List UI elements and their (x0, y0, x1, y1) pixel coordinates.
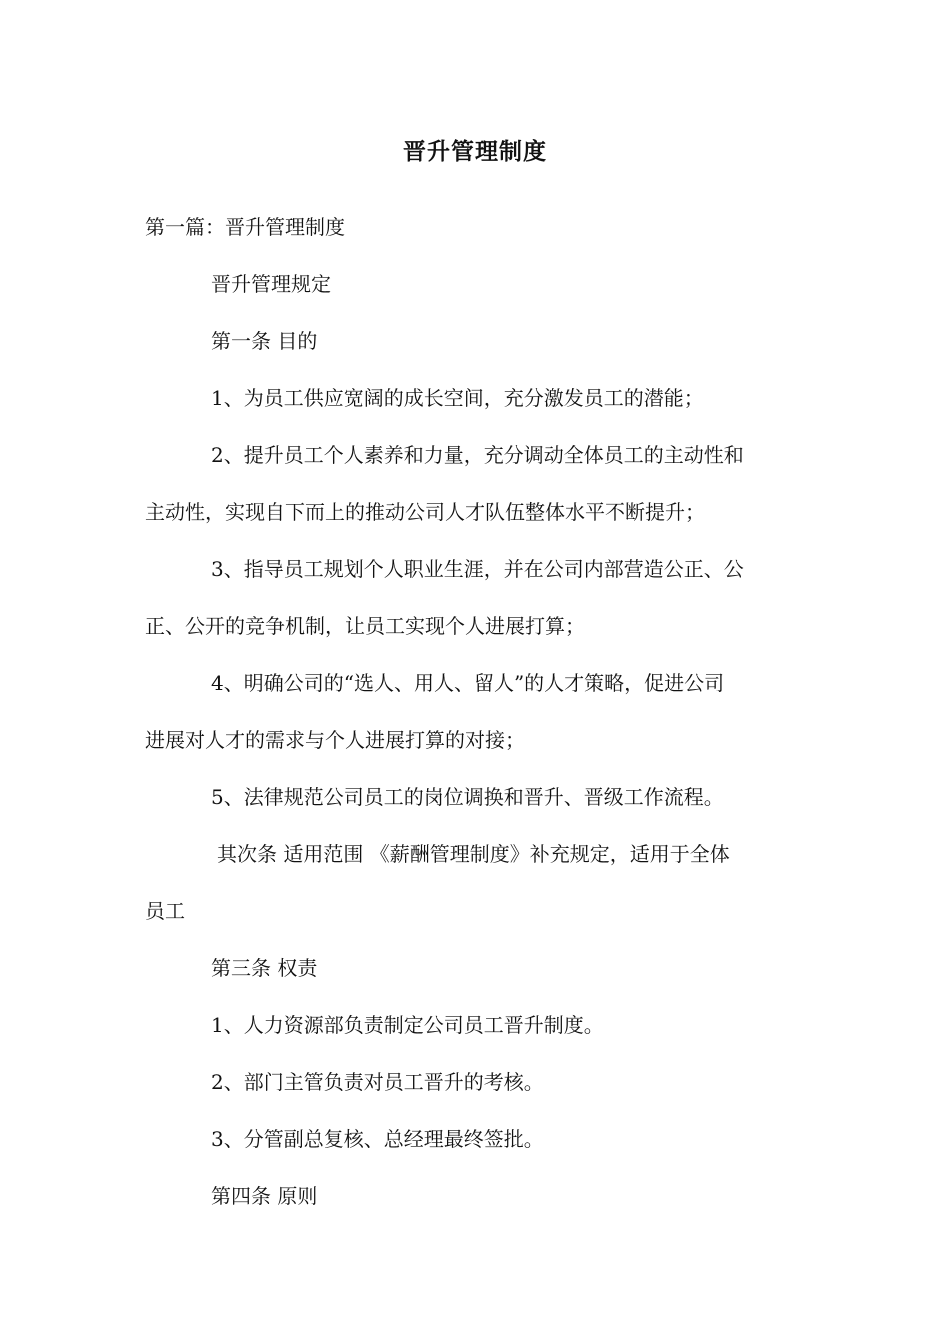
responsibility-item-1: 1、人力资源部负责制定公司员工晋升制度。 (211, 1013, 604, 1037)
section-heading: 晋升管理规定 (211, 272, 331, 296)
responsibility-item-3: 3、分管副总复核、总经理最终签批。 (211, 1127, 544, 1151)
purpose-item-4-line-2: 进展对人才的需求与个人进展打算的对接； (145, 728, 525, 752)
document-title: 晋升管理制度 (403, 139, 547, 165)
purpose-item-3-line-2: 正、公开的竞争机制，让员工实现个人进展打算； (145, 614, 585, 638)
purpose-item-5: 5、法律规范公司员工的岗位调换和晋升、晋级工作流程。 (211, 785, 724, 809)
article-heading-responsibilities: 第三条 权责 (211, 956, 318, 980)
part-heading: 第一篇：晋升管理制度 (145, 215, 345, 239)
purpose-item-3-line-1: 3、指导员工规划个人职业生涯，并在公司内部营造公正、公 (211, 557, 744, 581)
responsibility-item-2: 2、部门主管负责对员工晋升的考核。 (211, 1070, 544, 1094)
article-scope-line-2: 员工 (145, 899, 185, 923)
article-heading-purpose: 第一条 目的 (211, 329, 318, 353)
article-heading-principles: 第四条 原则 (211, 1184, 318, 1208)
purpose-item-4-line-1: 4、明确公司的“选人、用人、留人”的人才策略，促进公司 (211, 671, 725, 695)
purpose-item-2-line-2: 主动性，实现自下而上的推动公司人才队伍整体水平不断提升； (145, 500, 705, 524)
purpose-item-2-line-1: 2、提升员工个人素养和力量，充分调动全体员工的主动性和 (211, 443, 744, 467)
article-scope-line-1: 其次条 适用范围 《薪酬管理制度》补充规定，适用于全体 (217, 842, 730, 866)
document-body (145, 199, 805, 1225)
purpose-item-1: 1、为员工供应宽阔的成长空间，充分激发员工的潜能； (211, 386, 704, 410)
